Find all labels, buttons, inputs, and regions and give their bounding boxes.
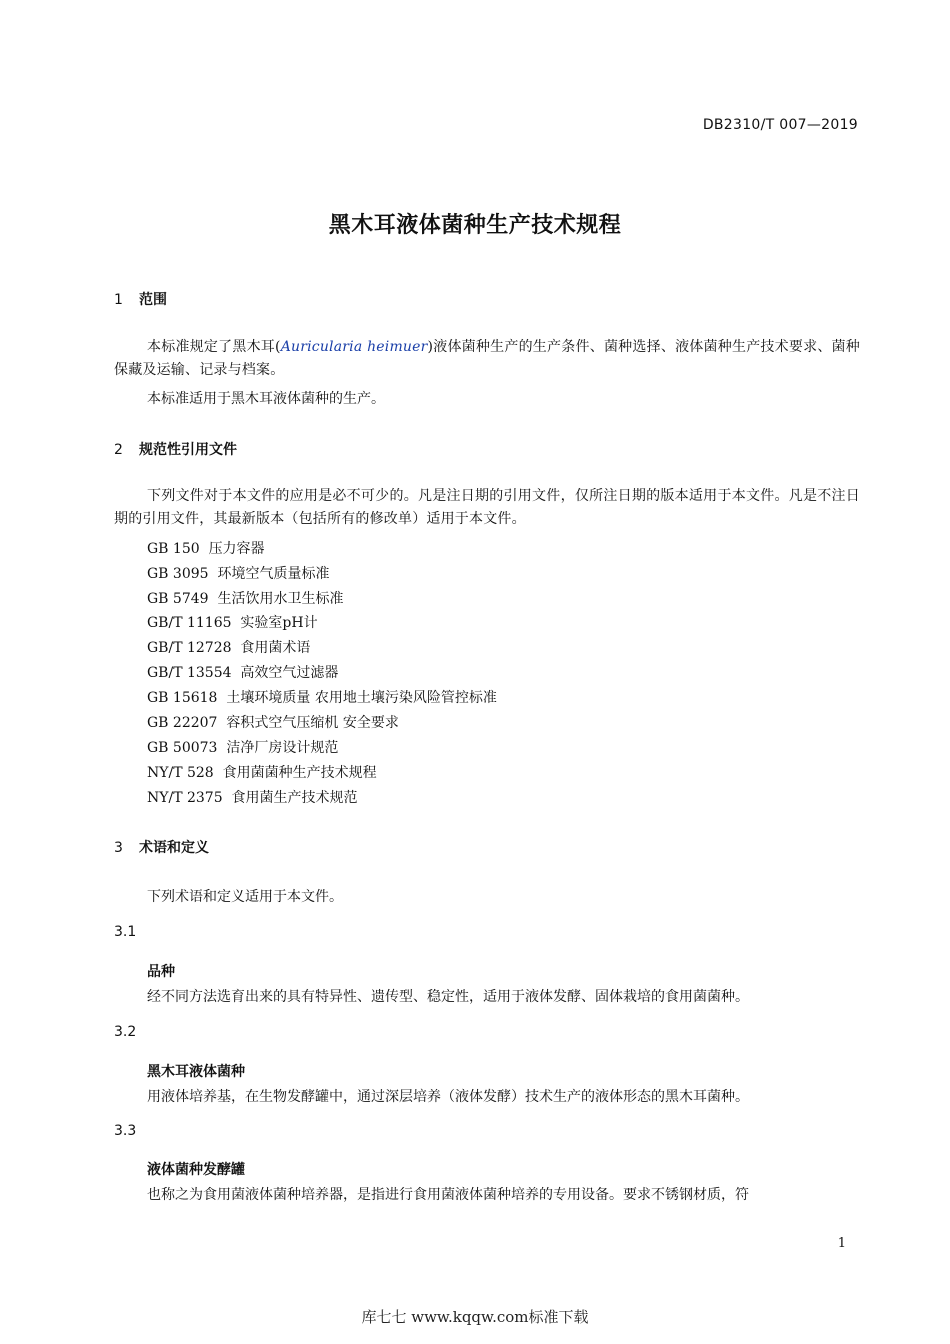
references-intro: 下列文件对于本文件的应用是必不可少的。凡是注日期的引用文件，仅所注日期的版本适用于本文件。凡是不注日期的引用文件，其最新版本（包括所有的修改单）适用于本文件。	[114, 488, 860, 527]
footer-watermark: 库七七 www.kqqw.com标准下载	[361, 1308, 589, 1326]
section-2-heading	[114, 439, 237, 459]
page-number: 1	[837, 1236, 846, 1251]
term-number: 3.3	[114, 1123, 137, 1139]
reference-item: GB 50073 洁净厂房设计规范	[147, 740, 339, 756]
section-3-heading	[114, 837, 209, 857]
document-title: 黑木耳液体菌种生产技术规程	[328, 213, 622, 238]
section-number: 1	[114, 292, 123, 308]
latin-species-name: Auricularia heimuer	[280, 339, 428, 355]
reference-item: GB 150 压力容器	[147, 541, 265, 557]
reference-item: GB/T 13554 高效空气过滤器	[147, 665, 339, 681]
section-1-heading	[114, 289, 167, 309]
term-definition: 用液体培养基，在生物发酵罐中，通过深层培养（液体发酵）技术生产的液体形态的黑木耳菌种。	[147, 1089, 749, 1105]
reference-item: NY/T 2375 食用菌生产技术规范	[147, 790, 358, 806]
reference-item: GB/T 12728 食用菌术语	[147, 640, 311, 656]
term-number: 3.1	[114, 924, 137, 940]
term-title: 液体菌种发酵罐	[147, 1162, 245, 1178]
terms-intro: 下列术语和定义适用于本文件。	[147, 889, 343, 905]
section-number: 2	[114, 442, 123, 458]
reference-item: GB/T 11165 实验室pH计	[147, 615, 318, 631]
scope-paragraph-2: 本标准适用于黑木耳液体菌种的生产。	[147, 391, 385, 407]
scope-paragraph-1: 本标准规定了黑木耳(Auricularia heimuer)液体菌种生产的生产条件、菌种选择、液体菌种生产技术要求、菌种保藏及运输、记录与档案。	[114, 339, 860, 378]
reference-item: GB 5749 生活饮用水卫生标准	[147, 591, 344, 607]
reference-item: GB 15618 土壤环境质量 农用地土壤污染风险管控标准	[147, 690, 497, 706]
reference-item: GB 3095 环境空气质量标准	[147, 566, 330, 582]
section-title: 范围	[139, 292, 167, 308]
term-definition: 也称之为食用菌液体菌种培养器，是指进行食用菌液体菌种培养的专用设备。要求不锈钢材质，符	[147, 1187, 749, 1203]
term-number: 3.2	[114, 1024, 137, 1040]
section-number: 3	[114, 840, 123, 856]
term-title: 品种	[147, 964, 175, 980]
document-code: DB2310/T 007—2019	[702, 117, 858, 133]
term-definition: 经不同方法选育出来的具有特异性、遗传型、稳定性，适用于液体发酵、固体栽培的食用菌菌种。	[147, 989, 749, 1005]
term-title: 黑木耳液体菌种	[147, 1064, 245, 1080]
section-title: 术语和定义	[139, 840, 209, 856]
reference-item: NY/T 528 食用菌菌种生产技术规程	[147, 765, 377, 781]
reference-item: GB 22207 容积式空气压缩机 安全要求	[147, 715, 399, 731]
section-title: 规范性引用文件	[139, 442, 237, 458]
